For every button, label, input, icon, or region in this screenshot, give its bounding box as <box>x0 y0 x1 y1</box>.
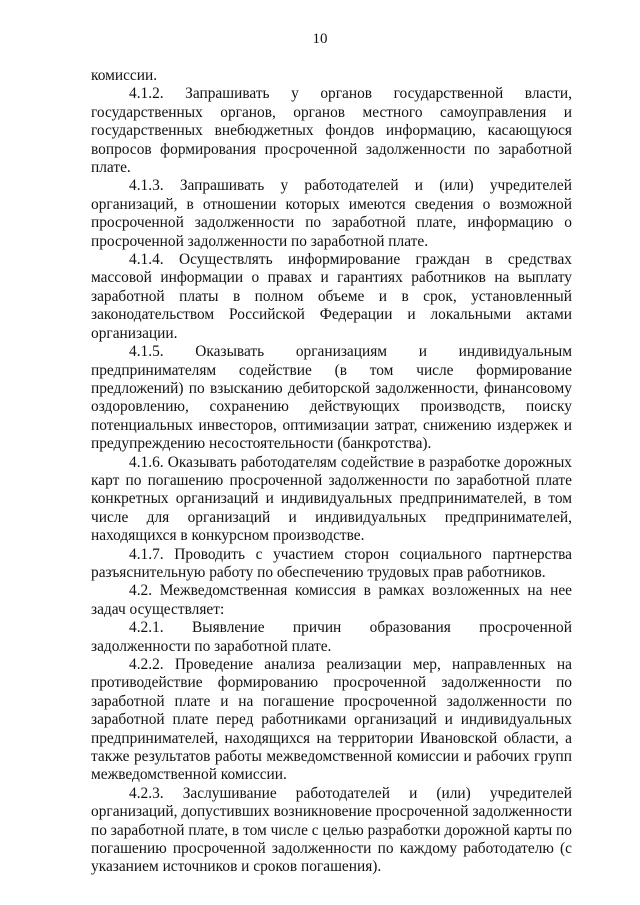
paragraph-4-1-2: 4.1.2. Запрашивать у органов государственной власти, государственных органов, органов местного самоуправления и государственных внебюджетных фондов информацию, касающуюся вопросов формирования просроченной задолженности по заработной плате. <box>91 85 572 177</box>
paragraph-4-1-4: 4.1.4. Осуществлять информирование граждан в средствах массовой информации о правах и гарантиях работников на выплату заработной платы в полном объеме и в срок, установленный законодательством Российской Федерации и локальными актами организации. <box>91 251 572 342</box>
paragraph-4-2-1: 4.2.1. Выявление причин образования просроченной задолженности по заработной плате. <box>91 619 572 655</box>
paragraph-continuation: комиссии. <box>91 67 158 84</box>
paragraph-4-1-5: 4.1.5. Оказывать организациям и индивидуальным предпринимателям содействие (в том числе формирование предложений) по взысканию дебиторской задолженности, финансовому оздоровлению, сохранению действующих производств, поиску потенциальных инвесторов, оптимизации затрат, снижению издержек и предупреждению несостоятельности (банкротства). <box>91 343 572 453</box>
paragraph-4-2-3: 4.2.3. Заслушивание работодателей и (или) учредителей организаций, допустивших возникновение просроченной задолженности по заработной плате, в том числе с целью разработки дорожной карты по погашению просроченной задолженности по каждому работодателю (с указанием источников и сроков погашения). <box>91 784 572 876</box>
paragraph-4-1-7: 4.1.7. Проводить с участием сторон социального партнерства разъяснительную работу по обеспечению трудовых прав работников. <box>91 545 572 581</box>
document-body <box>91 67 572 877</box>
paragraph-4-1-6: 4.1.6. Оказывать работодателям содействие в разработке дорожных карт по погашению просроченной задолженности по заработной плате конкретных организаций и индивидуальных предпринимателей, в том числе для организаций и индивидуальных предпринимателей, находящихся в конкурсном производстве. <box>91 453 572 545</box>
page-number: 10 <box>312 31 328 47</box>
paragraph-4-2-2: 4.2.2. Проведение анализа реализации мер, направленных на противодействие формированию просроченной задолженности по заработной плате и на погашение просроченной задолженности по заработной плате перед работниками организаций и индивидуальных предпринимателей, находящихся на территории Ивановской области, а также результатов работы межведомственной комиссии и рабочих групп межведомственной комиссии. <box>91 656 572 784</box>
paragraph-4-1-3: 4.1.3. Запрашивать у работодателей и (или) учредителей организаций, в отношении которых имеются сведения о возможной просроченной задолженности по заработной плате, информацию о просроченной задолженности по заработной плате. <box>91 177 572 250</box>
paragraph-4-2: 4.2. Межведомственная комиссия в рамках возложенных на нее задач осуществляет: <box>91 582 572 618</box>
